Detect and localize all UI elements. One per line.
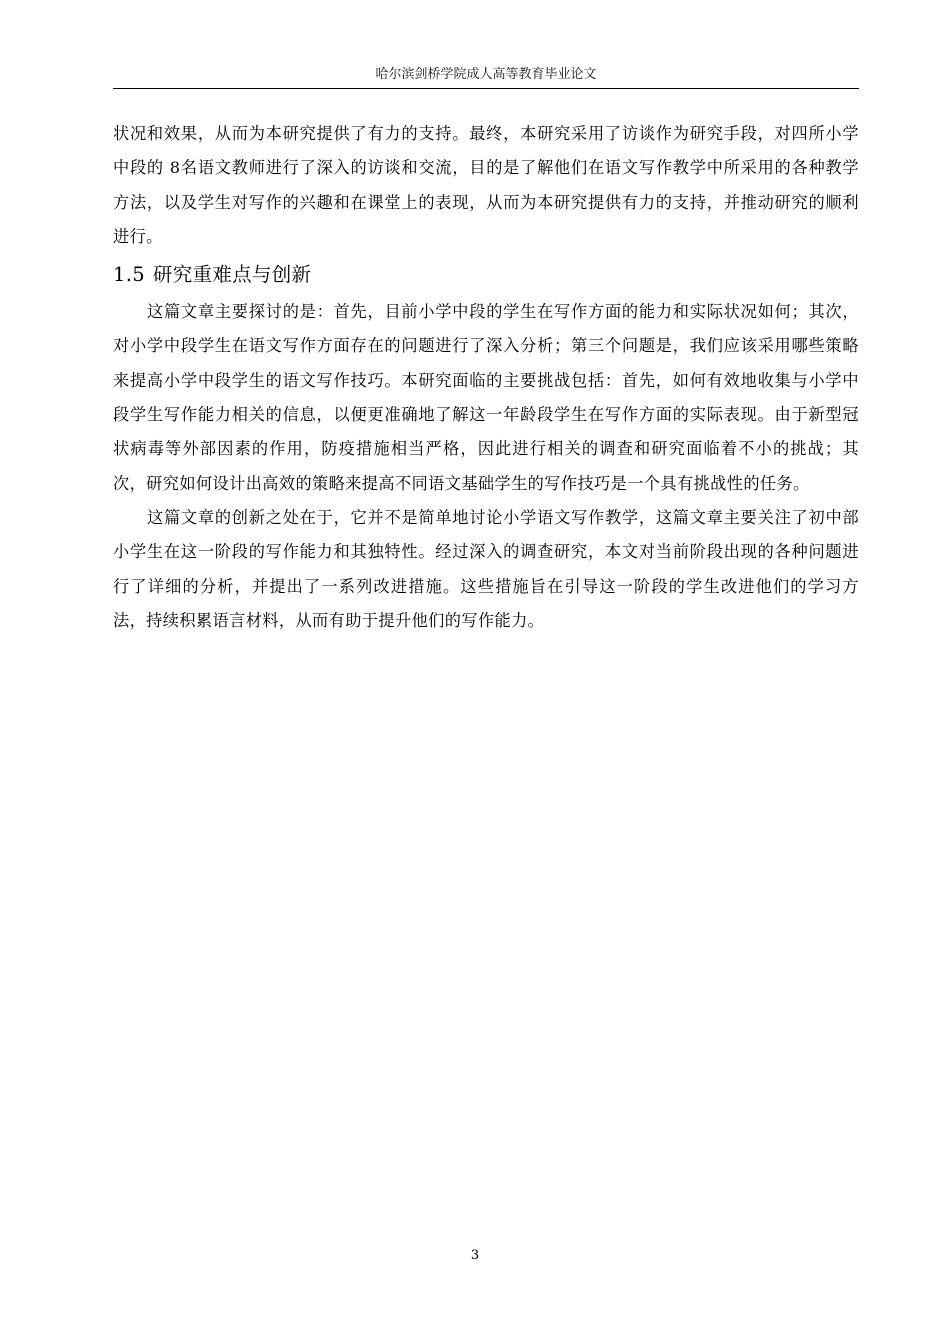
section-number: 1.5	[113, 263, 145, 287]
running-header: 哈尔滨剑桥学院成人高等教育毕业论文	[375, 67, 597, 82]
header-rule	[113, 88, 859, 89]
paragraph-challenges: 这篇文章主要探讨的是：首先，目前小学中段的学生在写作方面的能力和实际状况如何；其次，对小学中段学生在语文写作方面存在的问题进行了深入分析；第三个问题是，我们应该采用哪些策略来提高小学中段学生的语文写作技巧。本研究面临的主要挑战包括：首先，如何有效地收集与小学中段学生写作能力相关的信息，以便更准确地了解这一年龄段学生在写作方面的实际表现。由于新型冠状病毒等外部因素的作用，防疫措施相当严格，因此进行相关的调查和研究面临着不小的挑战；其次，研究如何设计出高效的策略来提高不同语文基础学生的写作技巧是一个具有挑战性的任务。	[113, 302, 859, 493]
continued-paragraph: 状况和效果，从而为本研究提供了有力的支持。最终，本研究采用了访谈作为研究手段，对四所小学中段的 8名语文教师进行了深入的访谈和交流，目的是了解他们在语文写作教学中所采用的各种教学方法，以及学生对写作的兴趣和在课堂上的表现，从而为本研究提供有力的支持，并推动研究的顺利进行。	[113, 124, 859, 246]
page-number: 3	[470, 1248, 480, 1263]
body-content	[113, 117, 859, 638]
section-heading	[113, 258, 859, 291]
section-title: 研究重难点与创新	[152, 263, 312, 287]
paragraph-innovation: 这篇文章的创新之处在于，它并不是简单地讨论小学语文写作教学，这篇文章主要关注了初中部小学生在这一阶段的写作能力和其独特性。经过深入的调查研究，本文对当前阶段出现的各种问题进行了详细的分析，并提出了一系列改进措施。这些措施旨在引导这一阶段的学生改进他们的学习方法，持续积累语言材料，从而有助于提升他们的写作能力。	[113, 507, 859, 630]
